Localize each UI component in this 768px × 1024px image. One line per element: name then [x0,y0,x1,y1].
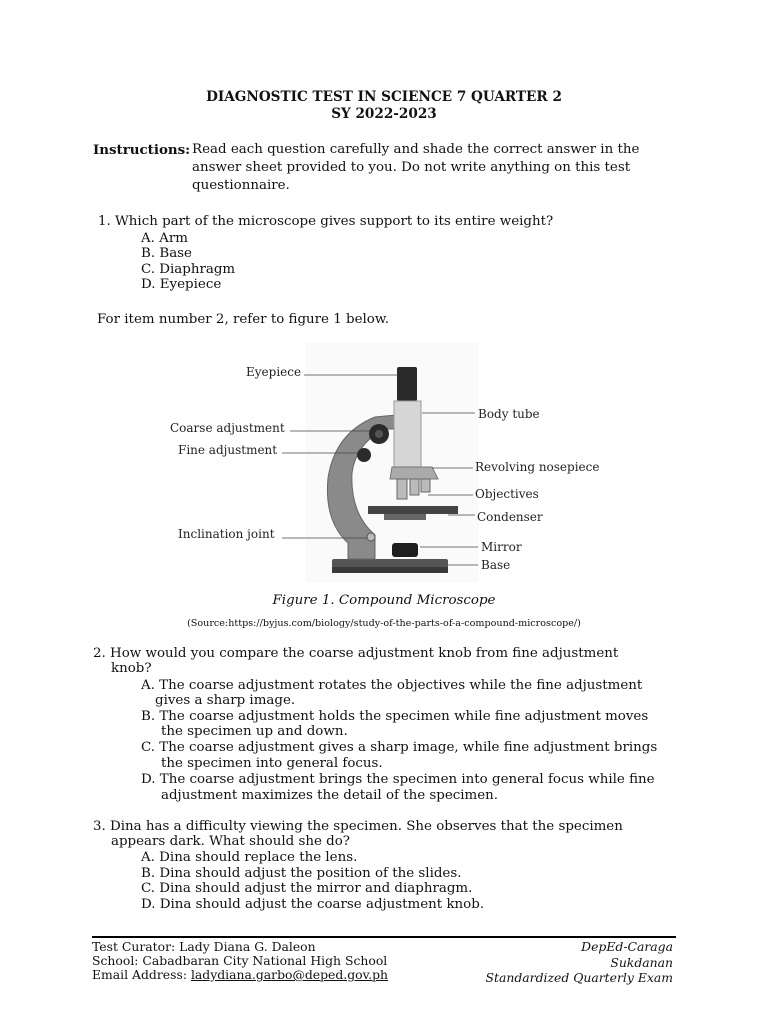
footer-sukdanan: Sukdanan [610,955,673,970]
label-eyepiece: Eyepiece [246,365,302,379]
question-1-option-d: D. Eyepiece [141,277,222,292]
question-2-option-c-cont: the specimen into general focus. [161,756,383,771]
label-condenser: Condenser [477,510,543,524]
question-3-option-a: A. Dina should replace the lens. [141,850,358,865]
figure-caption: Figure 1. Compound Microscope [272,593,496,608]
footer-exam-name: Standardized Quarterly Exam [485,970,673,985]
page-title: DIAGNOSTIC TEST IN SCIENCE 7 QUARTER 2 [206,89,562,105]
fine-adjustment-knob [357,448,371,462]
label-base: Base [481,558,511,572]
revolving-nosepiece [390,467,438,479]
question-1-option-c: C. Diaphragm [141,262,236,277]
footer-email-line [92,967,388,982]
condenser [384,514,426,520]
label-coarse-adjustment: Coarse adjustment [170,421,285,435]
footer-email-link[interactable]: ladydiana.garbo@deped.gov.ph [190,967,389,982]
label-body-tube: Body tube [478,407,540,421]
question-1-stem: 1. Which part of the microscope gives support to its entire weight? [98,214,554,229]
school-year: SY 2022-2023 [331,106,437,122]
label-revolving-nosepiece: Revolving nosepiece [475,460,600,474]
microscope-mirror [392,543,418,557]
figure-source: (Source:https://byjus.com/biology/study-of-the-parts-of-a-compound-microscope/) [187,618,581,629]
label-mirror: Mirror [481,540,522,554]
microscope-stage [368,506,458,514]
microscope-eyepiece [397,367,417,401]
question-1-option-a: A. Arm [141,231,188,246]
question-2-option-d: D. The coarse adjustment brings the specimen into general focus while fine [141,772,655,787]
question-3-option-b: B. Dina should adjust the position of the slides. [141,866,462,881]
question-2-option-a-cont: gives a sharp image. [155,693,296,708]
question-2-option-c: C. The coarse adjustment gives a sharp image, while fine adjustment brings [141,740,658,755]
figure-reference: For item number 2, refer to figure 1 below. [97,312,389,327]
question-3-option-c: C. Dina should adjust the mirror and diaphragm. [141,881,473,896]
microscope-body-tube [394,401,421,467]
question-2-option-a: A. The coarse adjustment rotates the objectives while the fine adjustment [141,678,643,693]
footer-curator: Test Curator: Lady Diana G. Daleon [92,939,316,954]
footer-divider [92,936,676,938]
microscope-figure [170,343,602,583]
instructions-line-2: answer sheet provided to you. Do not write anything on this test [192,160,631,175]
footer-deped-caraga: DepEd-Caraga [581,939,673,954]
instructions-label: Instructions: [93,142,191,158]
inclination-joint [367,533,375,541]
question-2-option-d-cont: adjustment maximizes the detail of the specimen. [161,788,499,803]
question-3-stem-line-1: 3. Dina has a difficulty viewing the specimen. She observes that the specimen [93,819,623,834]
footer-email-label: Email Address: [92,967,191,982]
label-objectives: Objectives [475,487,539,501]
instructions-line-1: Read each question carefully and shade the correct answer in the [192,142,640,157]
question-2-stem-line-2: knob? [111,661,152,676]
objective-lens [397,479,407,499]
objective-lens [410,479,419,495]
label-inclination-joint: Inclination joint [178,527,275,541]
question-2-option-b-cont: the specimen up and down. [161,724,348,739]
question-2-stem-line-1: 2. How would you compare the coarse adjustment knob from fine adjustment [93,646,619,661]
question-3-option-d: D. Dina should adjust the coarse adjustment knob. [141,897,485,912]
instructions-line-3: questionnaire. [192,178,290,193]
label-fine-adjustment: Fine adjustment [178,443,278,457]
question-1-option-b: B. Base [141,246,192,261]
footer-school: School: Cabadbaran City National High School [92,953,388,968]
question-2-option-b: B. The coarse adjustment holds the specimen while fine adjustment moves [141,709,649,724]
question-3-stem-line-2: appears dark. What should she do? [111,834,350,849]
objective-lens [421,479,430,492]
